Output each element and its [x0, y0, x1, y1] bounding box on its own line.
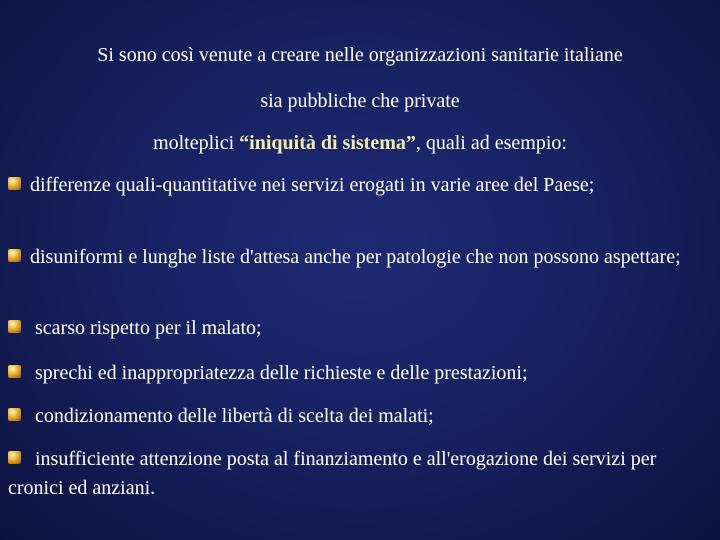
bullet-icon [8, 249, 21, 262]
bullet-icon [8, 408, 21, 421]
intro-line-2: sia pubbliche che private [260, 90, 460, 112]
list-item-5 [8, 402, 708, 431]
list-item-text: differenze quali-quantitative nei servizi erogati in varie aree del Paese; [30, 174, 595, 196]
bullet-icon [8, 365, 21, 378]
list-item-2 [8, 243, 708, 272]
list-item-6 [8, 445, 708, 503]
list-item-text: sprechi ed inappropriatezza delle richieste e delle prestazioni; [30, 362, 528, 384]
bullet-icon [8, 177, 21, 190]
iniquita-highlight: “iniquità di sistema” [239, 132, 416, 154]
list-item-1 [8, 171, 708, 200]
intro-line-3-prefix: molteplici [153, 132, 240, 154]
bullet-icon [8, 320, 21, 333]
intro-line-3 [0, 131, 720, 155]
list-item-text: disuniformi e lunghe liste d'attesa anche per patologie che non possono aspettare; [30, 246, 681, 268]
list-item-3 [8, 314, 708, 343]
intro-line-3-suffix: , quali ad esempio: [415, 132, 567, 154]
list-item-text: condizionamento delle libertà di scelta dei malati; [30, 405, 434, 427]
bullet-icon [8, 451, 21, 464]
list-item-text: insufficiente attenzione posta al finanziamento e all'erogazione dei servizi per cronici ed anziani. [8, 448, 657, 499]
intro-line-1: Si sono così venute a creare nelle organizzazioni sanitarie italiane [97, 44, 623, 66]
list-item-4 [8, 359, 708, 388]
list-item-text: scarso rispetto per il malato; [30, 317, 262, 339]
